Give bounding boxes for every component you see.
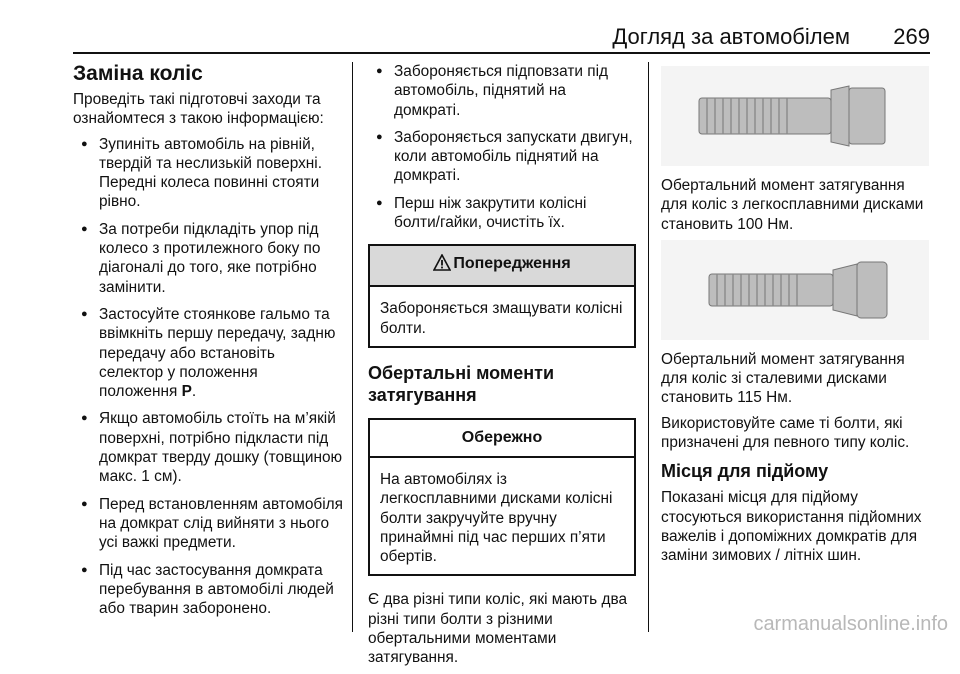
warning-text: Забороняється змащувати колісні болти.	[380, 300, 623, 337]
intro-paragraph: Проведіть такі підготовчі заходи та ознайомтеся з такою інформацією:	[73, 91, 324, 128]
list-item: ● Зупиніть автомобіль на рівній, твердій та неслизькій поверхні. Передні колеса повинні стояти рівно.	[73, 135, 343, 212]
caution-title: Обережно	[370, 420, 634, 458]
list-item	[73, 305, 343, 401]
list-item-text: Застосуйте стоянкове гальмо та ввімкніть першу передачу, задню передачу або встановіть селектор у положення	[99, 305, 336, 381]
list-item: ● За потреби підкладіть упор під колесо з протилежного боку по діагоналі до того, яке потрібно замінити.	[73, 220, 343, 297]
warning-title: Попередження	[453, 255, 571, 273]
middle-column	[368, 62, 636, 674]
list-item: ● Забороняється підповзати під автомобіль, піднятий на домкраті.	[368, 62, 636, 120]
gear-p-symbol: P	[181, 383, 192, 401]
steel-wheel-bolt-figure	[661, 240, 929, 340]
warning-triangle-icon	[433, 254, 451, 278]
right-column	[661, 62, 933, 572]
warning-header	[370, 246, 634, 287]
list-item: ● Перш ніж закрутити колісні болти/гайки, очистіть їх.	[368, 194, 636, 233]
bolt-usage-note: Використовуйте саме ті болти, які призначені для певного типу коліс.	[661, 414, 910, 452]
list-item: ● Перед встановленням автомобіля на домкрат слід вийняти з нього усі важкі предмети.	[73, 495, 343, 553]
list-item: ● Якщо автомобіль стоїть на м’якій поверхні, потрібно підкласти під домкрат тверду дошку (товщиною макс. 1 см).	[73, 409, 343, 486]
wheel-types-paragraph: Є два різні типи коліс, які мають два різні типи болти з різними обертальними моментами затягування.	[368, 591, 628, 667]
column-divider	[648, 62, 649, 632]
jack-points-text: Показані місця для підйому стосуються використання підйомних важелів і допоміжних домкратів для заміни зимових / літніх шин.	[661, 489, 922, 565]
preparation-list	[73, 135, 343, 619]
watermark: carmanualsonline.info	[753, 613, 948, 635]
safety-list	[368, 62, 636, 232]
page-number: 269	[893, 24, 930, 49]
list-item: ● Забороняється запускати двигун, коли автомобіль піднятий на домкраті.	[368, 128, 636, 186]
column-divider	[352, 62, 353, 632]
caution-box	[368, 418, 636, 576]
left-column	[73, 62, 343, 626]
alloy-wheel-bolt-figure	[661, 66, 929, 166]
warning-box	[368, 244, 636, 348]
torque-heading: Обертальні моменти затягування	[368, 362, 555, 405]
alloy-torque-caption: Обертальний момент затягування для коліс з легкосплавними дисками становить 100 Нм.	[661, 177, 924, 233]
list-item-text-end: .	[191, 383, 197, 401]
jack-points-heading: Місця для підйому	[661, 461, 829, 482]
steel-torque-caption: Обертальний момент затягування для коліс зі сталевими дисками становить 115 Нм.	[661, 350, 905, 407]
section-title: Догляд за автомобілем	[612, 24, 850, 49]
list-item-text-tail: положення	[99, 383, 182, 401]
caution-text: На автомобілях із легкосплавними дисками колісні болти закручуйте вручну принаймні під час перших п’яти обертів.	[380, 470, 613, 566]
list-item: ● Під час застосування домкрата перебування в автомобілі людей або тварин заборонено.	[73, 561, 343, 619]
page-header	[73, 18, 930, 54]
wheel-change-heading: Заміна коліс	[73, 62, 203, 85]
